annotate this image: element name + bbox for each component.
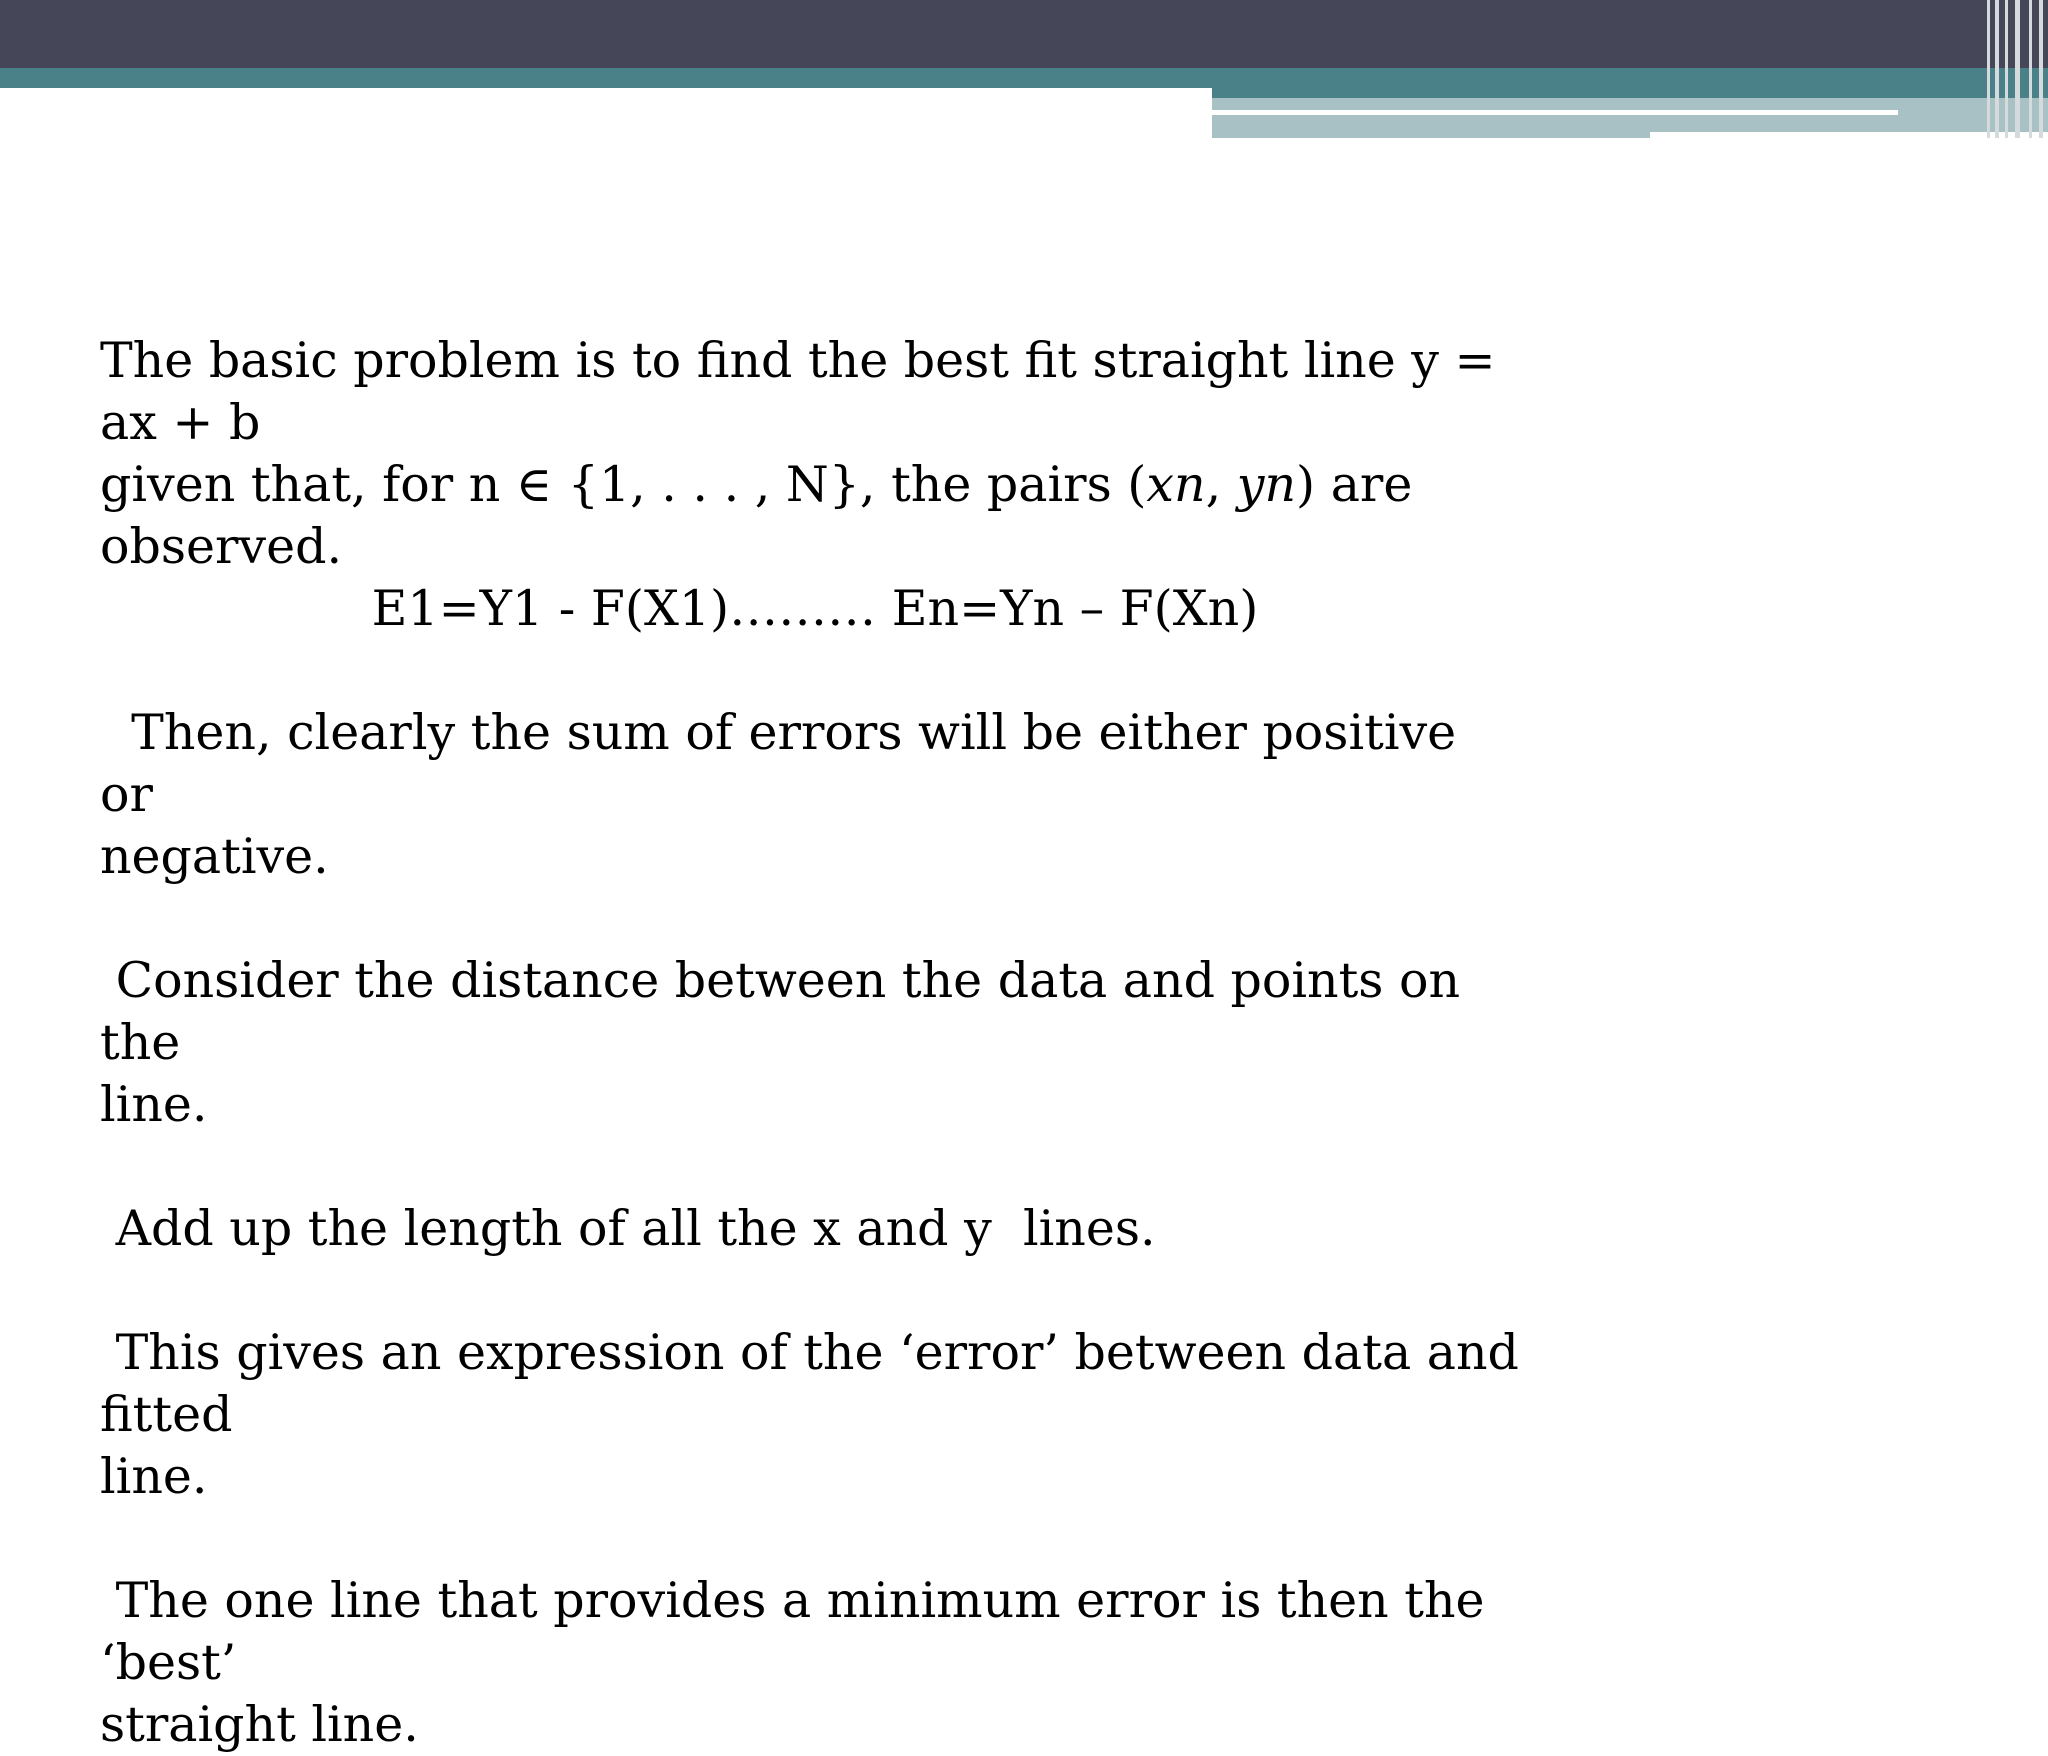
header-band [0, 0, 2048, 68]
body-line-2-post: ) are observed. [100, 456, 1428, 575]
body-line-2-pre: given that, for n ∈ {1, . . . , N}, the pairs ( [100, 456, 1147, 513]
body-line-11: The one line that provides a minimum error is then the ‘best’ [100, 1572, 1501, 1691]
corner-stripes [1985, 0, 2048, 138]
header-thin-line [1212, 110, 1898, 115]
body-line-12: straight line. [100, 1696, 419, 1753]
error-equation: E1=Y1 - F(X1)……… En=Yn – F(Xn) [371, 580, 1259, 637]
body-line-8: Add up the length of all the x and y lines. [100, 1200, 1156, 1257]
body-line-5: negative. [100, 828, 329, 885]
var-yn: yn [1236, 456, 1297, 513]
var-xn: xn [1146, 456, 1206, 513]
body-line-9: This gives an expression of the ‘error’ between data and fitted [100, 1324, 1535, 1443]
body-line-2-sep: , [1205, 456, 1237, 513]
body-line-10: line. [100, 1448, 208, 1505]
header-left-cover [0, 98, 1212, 138]
body-line-4: Then, clearly the sum of errors will be either positive or [100, 704, 1472, 823]
slide-body [100, 330, 1535, 1756]
body-line-6: Consider the distance between the data and points on the [100, 952, 1476, 1071]
body-line-7: line. [100, 1076, 208, 1133]
body-line-2 [100, 454, 1520, 578]
body-line-1: The basic problem is to find the best fit straight line y = ax + b [100, 332, 1512, 451]
